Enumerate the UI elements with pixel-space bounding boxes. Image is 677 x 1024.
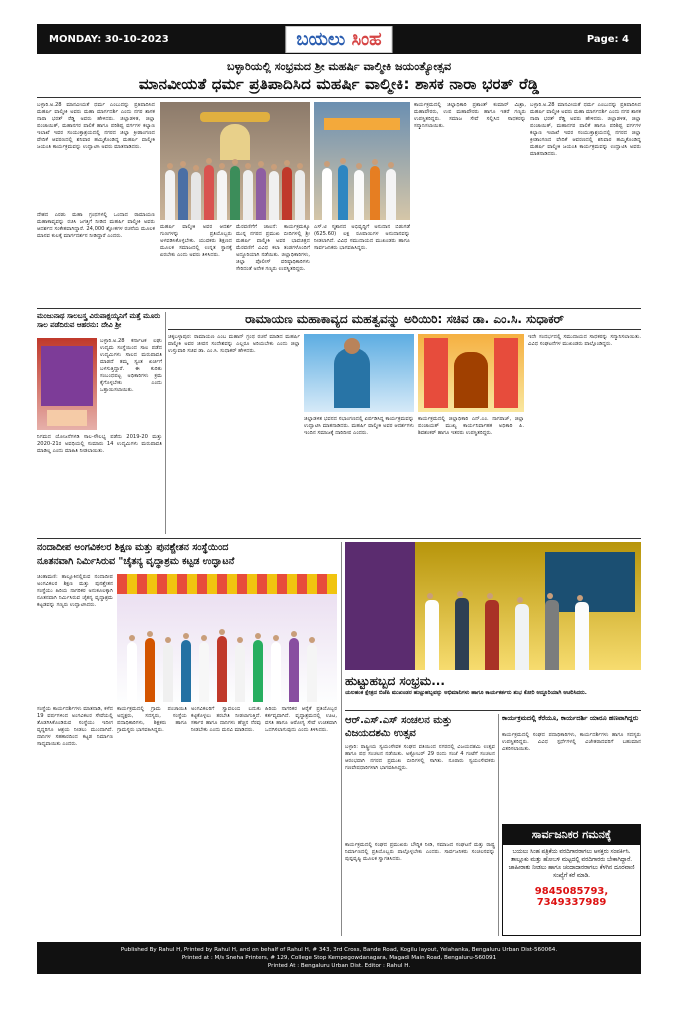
footer-line-2: Printed at : M/s Sneha Printers, # 129, College Stop Kempegowdanagara, Magadi Main Road, Bengaluru-560091 [181,955,497,961]
story2-col-2: ಜಿಲ್ಲಾಡಳಿತ ಭವನದ ಸಭಾಂಗಣದಲ್ಲಿ ಏರ್ಪಡಿಸಿದ್ದ ಕಾರ್ಯಕ್ರಮವನ್ನು ಉದ್ಘಾಟಿಸಿ ಮಾತನಾಡಿದರು. ಮಹರ್ಷಿ ವಾಲ್ಮೀಕಿ ಅವರ ಆದರ್ಶಗಳು ಇಂದಿನ ಸಮಾಜಕ್ಕೆ ದಾರಿದೀಪ ಎಂದರು. [304,416,414,436]
column-rule [341,542,342,936]
divider [37,538,641,539]
issue-date: MONDAY: 30-10-2023 [49,33,169,45]
left-story-headline: ಮಂಜುನಾಥ ಸಾಲಬಸ್ತ್ರ ವಿರುಪಾಕ್ಷಯ್ಯನಿಗೆ ಮತ್ತೆ ಮೂರು ಸಾಲ ಪಡೆದಿರುವ ಆಹರನು: ದೇವಿ ಶ್ರೀ [37,312,161,329]
page-number: Page: 4 [586,33,629,45]
story3-col-3: ಅಂಗವಿಕಲರಿಗೆ ಸ್ವಾವಲಂಬಿ ಬದುಕು ಕಟ್ಟಿಕೊಳ್ಳಲು ತರಬೇತಿ ನೀಡಲಾಗುತ್ತಿದೆ. ಸರ್ಕಾರ ಹಾಗೂ ದಾನಿಗಳು ಹೆಚ್ಚಿನ ನೆರವು ನೀಡಬೇಕು ಎಂದು ಮನವಿ ಮಾಡಿದರು. [191,706,261,733]
story3-col-1: ಚಿಂತಾಮಣಿ: ತಾಲ್ಲೂಕಿನಲ್ಲಿರುವ ನಂದಾದೀಪ ಅಂಗವಿಕಲರ ಶಿಕ್ಷಣ ಮತ್ತು ಪುನಶ್ಚೇತನ ಸಂಸ್ಥೆಯು ಹಿರಿಯ ನಾಗರಿಕರ ಅನುಕೂಲಕ್ಕಾಗಿ ನೂತನವಾಗಿ ನಿರ್ಮಿಸಿರುವ ಚೈತನ್ಯ ವೃದ್ಧಾಶ್ರಮ ಕಟ್ಟಡವನ್ನು ಗಣ್ಯರು ಉದ್ಘಾಟಿಸಿದರು. [37,574,113,608]
story3-photo [117,574,337,702]
newspaper-logo[interactable] [285,26,392,53]
story3-col-2: ಕಾರ್ಯಕ್ರಮದಲ್ಲಿ ಗ್ರಾಮ ಪಂಚಾಯಿತಿ ಅಧ್ಯಕ್ಷರು, ಸದಸ್ಯರು, ಸಂಸ್ಥೆಯ ಪದಾಧಿಕಾರಿಗಳು, ಶಿಕ್ಷಕರು ಹಾಗೂ ಗ್ರಾಮಸ್ಥರು ಭಾಗವಹಿಸಿದ್ದರು. [117,706,187,733]
notice-phone[interactable]: 9845085793, 7349337989 [534,886,609,908]
right-headline: ಕಾರ್ಯಕ್ರಮದಲ್ಲಿ ಕೆರೆಯೂ, ಕಾರ್ಯದರ್ಶಿ ಯಾರೂ ಹಣವಾಗಿದ್ದರು [502,714,639,722]
story2-col-4: ಇದೇ ಸಂದರ್ಭದಲ್ಲಿ ಸಮುದಾಯದ ಸಾಧಕರನ್ನು ಸನ್ಮಾನಿಸಲಾಯಿತು. ವಿವಿಧ ಸಂಘಟನೆಗಳ ಮುಖಂಡರು ಪಾಲ್ಗೊಂಡಿದ್ದರು. [528,334,641,347]
imprint-footer [37,942,641,974]
public-notice-box [502,824,641,936]
birthday-caption: ಯಲಹಂಕ ಕ್ಷೇತ್ರದ ಬಿಜೆಪಿ ಮುಖಂಡರ ಹುಟ್ಟುಹಬ್ಬವನ್ನು ಅಭಿಮಾನಿಗಳು ಹಾಗೂ ಕಾರ್ಯಕರ್ತರು ಶುಭ ಕೋರಿ ಅದ್ದೂರಿಯಾಗಿ ಆಚರಿಸಿದರು. [345,690,587,696]
lead-col-1: ಬಳ್ಳಾರಿ.ಅ.28 ಮಾನವೀಯತೆ ಧರ್ಮ ಎಂಬುದನ್ನು ಪ್ರತಿಪಾದಿಸಿದ ಮಹರ್ಷಿ ವಾಲ್ಮೀಕಿ ಅವರು ಮಹಾ ಮಾರ್ಗದರ್ಶಿ ಎಂದು ನಗರ ಶಾಸಕ ನಾರಾ ಭರತ್ ರೆಡ್ಡಿ ಅವರು ಹೇಳಿದರು. ಜಿಲ್ಲಾಡಳಿತ, ಜಿಲ್ಲಾ ಪಂಚಾಯಿತ್, ಮಹಾನಗರ ಪಾಲಿಕೆ ಹಾಗೂ ಪರಿಶಿಷ್ಟ ವರ್ಗಗಳ ಕಲ್ಯಾಣ ಇಲಾಖೆ ಇವರ ಸಂಯುಕ್ತಾಶ್ರಯದಲ್ಲಿ ನಗರದ ಜಿಲ್ಲಾ ಕ್ರೀಡಾಂಗಣದ ವೇದಿಕೆ ಆವರಣದಲ್ಲಿ ಶನಿವಾರ ಹಮ್ಮಿಕೊಂಡಿದ್ದ ಮಹರ್ಷಿ ವಾಲ್ಮೀಕಿ ಜಯಂತಿ ಕಾರ್ಯಕ್ರಮವನ್ನು ಉದ್ಘಾಟಿಸಿ ಅವರು ಮಾತನಾಡಿದರು. [37,102,155,150]
divider [168,329,641,330]
lead-col-4: ಎಸ್.ಟಿ ಸ್ಮಶಾನದ ಅಭಿವೃದ್ಧಿಗೆ ಅನುದಾನ ಬಿಡುಗಡೆ (625.60) ಲಕ್ಷ ರೂಪಾಯಿಗಳ ಅನುದಾನವನ್ನು ನೀಡಲಾಗಿದೆ. ವಿವಿಧ ಸಮುದಾಯದ ಮುಖಂಡರು ಹಾಗೂ ಸಾರ್ವಜನಿಕರು ಭಾಗವಹಿಸಿದ್ದರು. [314,224,410,251]
birthday-title: ಹುಟ್ಟುಹಬ್ಬದ ಸಂಭ್ರಮ... [345,674,445,688]
column-rule [498,714,499,936]
birthday-photo [345,542,641,670]
notice-body: ಬಯಲು ಸಿಂಹ ಪತ್ರಿಕೆಯ ವರದಿಗಾರರಾಗಲು ಆಸಕ್ತರು ಸಂಪರ್ಕಿಸಿ. ತಾಲ್ಲೂಕು ಮತ್ತು ಹೋಬಳಿ ಮಟ್ಟದಲ್ಲಿ ವರದಿಗಾರರು ಬೇಕಾಗಿದ್ದಾರೆ. ಜಾಹೀರಾತು ನೀಡಲು ಹಾಗೂ ಚಂದಾದಾರರಾಗಲು ಕೆಳಗಿನ ದೂರವಾಣಿ ಸಂಖ್ಯೆಗೆ ಕರೆ ಮಾಡಿ. [508,849,635,879]
left-story-body: ಬಳ್ಳಾರಿ.ಅ.28 ಕರ್ನಾಟಕ ಲಘು ಉದ್ಯಮ ಸಂಸ್ಥೆಯಿಂದ ಸಾಲ ಪಡೆದ ಉದ್ಯಮಿಗಳು ಸಾಲದ ಮರುಪಾವತಿ ಮಾಡದೆ ತಮ್ಮ ಸ್ವಂತ ಖರ್ಚಿಗೆ ಬಳಸುತ್ತಿದ್ದಾರೆ. ಈ ಕುರಿತು ಸಂಬಂಧಪಟ್ಟ ಅಧಿಕಾರಿಗಳು ಕ್ರಮ ಕೈಗೊಳ್ಳಬೇಕು ಎಂದು ಒತ್ತಾಯಿಸಲಾಯಿತು. [100,338,162,393]
notice-title: ಸಾರ್ವಜನಿಕರ ಗಮನಕ್ಕೆ [503,825,640,845]
story3-col-1b: ಸಂಸ್ಥೆಯ ಕಾರ್ಯದರ್ಶಿಗಳು ಮಾತನಾಡಿ, ಕಳೆದ 19 ವರ್ಷಗಳಿಂದ ಅಂಗವಿಕಲರ ಸೇವೆಯಲ್ಲಿ ತೊಡಗಿಸಿಕೊಂಡಿರುವ ಸಂಸ್ಥೆಯು ಇದೀಗ ವೃದ್ಧರಿಗೂ ಆಶ್ರಯ ನೀಡಲು ಮುಂದಾಗಿದೆ. ದಾನಿಗಳ ಸಹಕಾರದಿಂದ ಕಟ್ಟಡ ನಿರ್ಮಾಣ ಸಾಧ್ಯವಾಯಿತು ಎಂದರು. [37,706,113,747]
logo-word-2: ಸಿಂಹ [351,29,382,50]
story3-headline: ನಂದಾದೀಪ ಅಂಗವಿಕಲರ ಶಿಕ್ಷಣ ಮತ್ತು ಪುನಶ್ಚೇತನ ಸಂಸ್ಥೆಯಿಂದ [37,542,229,553]
rss-headline: ಆರ್.ಎಸ್.ಎಸ್ ಸಂಚಲನ ಮತ್ತು ವಿಜಯದಶಮಿ ಉತ್ಸವ [345,715,453,739]
divider [37,97,641,98]
divider [37,308,641,309]
story2-col-3: ಕಾರ್ಯಕ್ರಮದಲ್ಲಿ ಜಿಲ್ಲಾಧಿಕಾರಿ ಎನ್.ಎಂ. ನಾಗರಾಜ್, ಜಿಲ್ಲಾ ಪಂಚಾಯತ್ ಮುಖ್ಯ ಕಾರ್ಯನಿರ್ವಾಹಕ ಅಧಿಕಾರಿ ಪಿ. ಶಿವಶಂಕರ್ ಹಾಗೂ ಇತರರು ಉಪಸ್ಥಿತರಿದ್ದರು. [418,416,524,436]
rss-body-2: ಕಾರ್ಯಕ್ರಮದಲ್ಲಿ ಸಂಘದ ಪ್ರಮುಖರು ಬೌದ್ಧಿಕ ನೀಡಿ, ಸಮಾಜದ ಸಂಘಟನೆ ಮತ್ತು ರಾಷ್ಟ್ರ ನಿರ್ಮಾಣದಲ್ಲಿ ಪ್ರತಿಯೊಬ್ಬರು ಪಾಲ್ಗೊಳ್ಳಬೇಕು ಎಂದರು. ಸಾರ್ವಜನಿಕರು ಸಂಚಲನವನ್ನು ಪುಷ್ಪವೃಷ್ಟಿ ಮೂಲಕ ಸ್ವಾಗತಿಸಿದರು. [345,842,495,862]
footer-line-1: Published By Rahul H, Printed by Rahul H, and on behalf of Rahul H, # 343, 3rd Cross, Bande Road, Kogilu layout, Yelahanka, Bengaluru Urban Dist-560064. [120,947,558,953]
lead-kicker: ಬಳ್ಳಾರಿಯಲ್ಲಿ ಸಂಭ್ರಮದ ಶ್ರೀ ಮಹರ್ಷಿ ವಾಲ್ಮೀಕಿ ಜಯಂತ್ಯೋತ್ಸವ [227,60,451,73]
story3-headline-2: ನೂತನವಾಗಿ ನಿರ್ಮಿಸಿರುವ "ಚೈತನ್ಯ ವೃದ್ಧಾಶ್ರಮ ಕಟ್ಟಡ ಉದ್ಘಾಟನೆ [37,556,235,567]
footer-line-3: Printed At : Bengaluru Urban Dist. Editor : Rahul H. [267,963,411,969]
lead-col-2: ಮಹರ್ಷಿ ವಾಲ್ಮೀಕಿ ಅವರ ಆದರ್ಶ ಗುಣಗಳನ್ನು ಪ್ರತಿಯೊಬ್ಬರು ಅಳವಡಿಸಿಕೊಳ್ಳಬೇಕು. ಯುವಕರು ಶಿಕ್ಷಣದ ಮೂಲಕ ಸಮಾಜದಲ್ಲಿ ಉನ್ನತ ಸ್ಥಾನಕ್ಕೆ ಏರಬೇಕು ಎಂದು ಅವರು ತಿಳಿಸಿದರು. [160,224,232,258]
lead-col-3: ಮೆರವಣಿಗೆಗೆ ಚಾಲನೆ: ಕಾರ್ಯಕ್ರಮಕ್ಕೂ ಮುನ್ನ ನಗರದ ಪ್ರಮುಖ ಬೀದಿಗಳಲ್ಲಿ ಶ್ರೀ ಮಹರ್ಷಿ ವಾಲ್ಮೀಕಿ ಅವರ ಭಾವಚಿತ್ರದ ಮೆರವಣಿಗೆ ವಿವಿಧ ಕಲಾ ತಂಡಗಳೊಂದಿಗೆ ಅದ್ದೂರಿಯಾಗಿ ನಡೆಯಿತು. ಜಿಲ್ಲಾಧಿಕಾರಿಗಳು, ಜಿಲ್ಲಾ ಪೊಲೀಸ್ ವರಿಷ್ಠಾಧಿಕಾರಿಗಳು ಸೇರಿದಂತೆ ಅನೇಕ ಗಣ್ಯರು ಉಪಸ್ಥಿತರಿದ್ದರು. [236,224,310,272]
lead-photo [160,102,310,220]
story2-photo-1 [304,334,414,412]
right-body: ಕಾರ್ಯಕ್ರಮದಲ್ಲಿ ಸಂಘದ ಪದಾಧಿಕಾರಿಗಳು, ಕಾರ್ಯದರ್ಶಿಗಳು ಹಾಗೂ ಸದಸ್ಯರು ಉಪಸ್ಥಿತರಿದ್ದರು. ವಿವಿಧ ಸ್ಪರ್ಧೆಗಳಲ್ಲಿ ವಿಜೇತರಾದವರಿಗೆ ಬಹುಮಾನ ವಿತರಿಸಲಾಯಿತು. [502,732,641,752]
lead-col-1b: ದೇಶದ ಎರಡು ಮಹಾ ಗ್ರಂಥಗಳಲ್ಲಿ ಒಂದಾದ ರಾಮಾಯಣ ಮಹಾಕಾವ್ಯವನ್ನು ರಚಿಸಿ ಜಗತ್ತಿಗೆ ನೀಡಿದ ಮಹರ್ಷಿ ವಾಲ್ಮೀಕಿ ಅವರು ಆದರ್ಶದ ಸಂಕೇತವಾಗಿದ್ದಾರೆ. 24,000 ಶ್ಲೋಕಗಳ ರಚನೆಯ ಮೂಲಕ ಮಾನವ ಕುಲಕ್ಕೆ ಮಾರ್ಗದರ್ಶನ ನೀಡಿದ್ದಾರೆ ಎಂದರು. [37,212,155,239]
lead-col-6: ಬಳ್ಳಾರಿ.ಅ.28 ಮಾನವೀಯತೆ ಧರ್ಮ ಎಂಬುದನ್ನು ಪ್ರತಿಪಾದಿಸಿದ ಮಹರ್ಷಿ ವಾಲ್ಮೀಕಿ ಅವರು ಮಹಾ ಮಾರ್ಗದರ್ಶಿ ಎಂದು ನಗರ ಶಾಸಕ ನಾರಾ ಭರತ್ ರೆಡ್ಡಿ ಅವರು ಹೇಳಿದರು. ಜಿಲ್ಲಾಡಳಿತ, ಜಿಲ್ಲಾ ಪಂಚಾಯಿತ್, ಮಹಾನಗರ ಪಾಲಿಕೆ ಹಾಗೂ ಪರಿಶಿಷ್ಟ ವರ್ಗಗಳ ಕಲ್ಯಾಣ ಇಲಾಖೆ ಇವರ ಸಂಯುಕ್ತಾಶ್ರಯದಲ್ಲಿ ನಗರದ ಜಿಲ್ಲಾ ಕ್ರೀಡಾಂಗಣದ ವೇದಿಕೆ ಆವರಣದಲ್ಲಿ ಶನಿವಾರ ಹಮ್ಮಿಕೊಂಡಿದ್ದ ಮಹರ್ಷಿ ವಾಲ್ಮೀಕಿ ಜಯಂತಿ ಕಾರ್ಯಕ್ರಮವನ್ನು ಉದ್ಘಾಟಿಸಿ ಅವರು ಮಾತನಾಡಿದರು. [530,102,641,157]
story3-col-4: ಹಿರಿಯ ನಾಗರಿಕರ ಆರೈಕೆ ಪ್ರತಿಯೊಬ್ಬರ ಕರ್ತವ್ಯವಾಗಿದೆ. ವೃದ್ಧಾಶ್ರಮದಲ್ಲಿ ಊಟ, ವಸತಿ ಹಾಗೂ ಆರೋಗ್ಯ ಸೇವೆ ಉಚಿತವಾಗಿ ಒದಗಿಸಲಾಗುವುದು ಎಂದು ತಿಳಿಸಿದರು. [265,706,337,733]
left-story-body-2: ನಿಗಮದ ಯೋಜನೆಗಳಡಿ ಸಾಲ-ಸೌಲಭ್ಯ ಪಡೆದು 2019-20 ಮತ್ತು 2020-21ರ ಅವಧಿಯಲ್ಲಿ ಸುಮಾರು 14 ಉದ್ಯಮಿಗಳು ಮರುಪಾವತಿ ಮಾಡಿಲ್ಲ ಎಂದು ಮಾಹಿತಿ ನೀಡಲಾಯಿತು. [37,434,162,454]
lead-headline: ಮಾನವೀಯತೆ ಧರ್ಮ ಪ್ರತಿಪಾದಿಸಿದ ಮಹರ್ಷಿ ವಾಲ್ಮೀಕಿ: ಶಾಸಕ ನಾರಾ ಭರತ್ ರೆಡ್ಡಿ [138,75,540,93]
logo-word-1: ಬಯಲು [296,29,346,50]
story2-col-1: ಚಿಕ್ಕಬಳ್ಳಾಪುರ: ರಾಮಾಯಣ ಎಂಬ ಮಹಾನ್ ಗ್ರಂಥ ರಚನೆ ಮಾಡಿದ ಮಹರ್ಷಿ ವಾಲ್ಮೀಕಿ ಅವರ ಜೀವನ ಸಂದೇಶವನ್ನು ಎಲ್ಲರೂ ಅರಿಯಬೇಕು ಎಂದು ಜಿಲ್ಲಾ ಉಸ್ತುವಾರಿ ಸಚಿವ ಡಾ. ಎಂ.ಸಿ. ಸುಧಾಕರ್ ಹೇಳಿದರು. [168,334,300,354]
column-rule [165,312,166,534]
left-story-photo [37,338,97,430]
divider [345,710,641,711]
story2-headline: ರಾಮಾಯಣ ಮಹಾಕಾವ್ಯದ ಮಹತ್ವವನ್ನು ಅರಿಯಿರಿ: ಸಚಿವ ಡಾ. ಎಂ.ಸಿ. ಸುಧಾಕರ್ [245,312,564,326]
story2-photo-2 [418,334,524,412]
masthead [37,24,641,54]
lead-col-5: ಕಾರ್ಯಕ್ರಮದಲ್ಲಿ ಜಿಲ್ಲಾಧಿಕಾರಿ ಪ್ರಶಾಂತ್ ಕುಮಾರ್ ಮಿಶ್ರಾ, ಮಹಾಪೌರರು, ಉಪ ಮಹಾಪೌರರು ಹಾಗೂ ಇತರೆ ಗಣ್ಯರು ಉಪಸ್ಥಿತರಿದ್ದರು. ಸಮಾಜ ಸೇವೆ ಸಲ್ಲಿಸಿದ ಸಾಧಕರನ್ನು ಸನ್ಮಾನಿಸಲಾಯಿತು. [414,102,526,129]
lead-photo-2 [314,102,410,220]
rss-body: ಬಳ್ಳಾರಿ: ರಾಷ್ಟ್ರೀಯ ಸ್ವಯಂಸೇವಕ ಸಂಘದ ವತಿಯಿಂದ ನಗರದಲ್ಲಿ ವಿಜಯದಶಮಿ ಉತ್ಸವ ಹಾಗೂ ಪಥ ಸಂಚಲನ ನಡೆಯಿತು. ಅಕ್ಟೋಬರ್ 29 ರಂದು ಸಂಜೆ 4 ಗಂಟೆಗೆ ಸಂಚಲನ ಆರಂಭವಾಗಿ ನಗರದ ಪ್ರಮುಖ ಬೀದಿಗಳಲ್ಲಿ ಸಾಗಿತು. ನೂರಾರು ಸ್ವಯಂಸೇವಕರು ಗಣವೇಷಧಾರಿಗಳಾಗಿ ಭಾಗವಹಿಸಿದ್ದರು. [345,744,495,771]
